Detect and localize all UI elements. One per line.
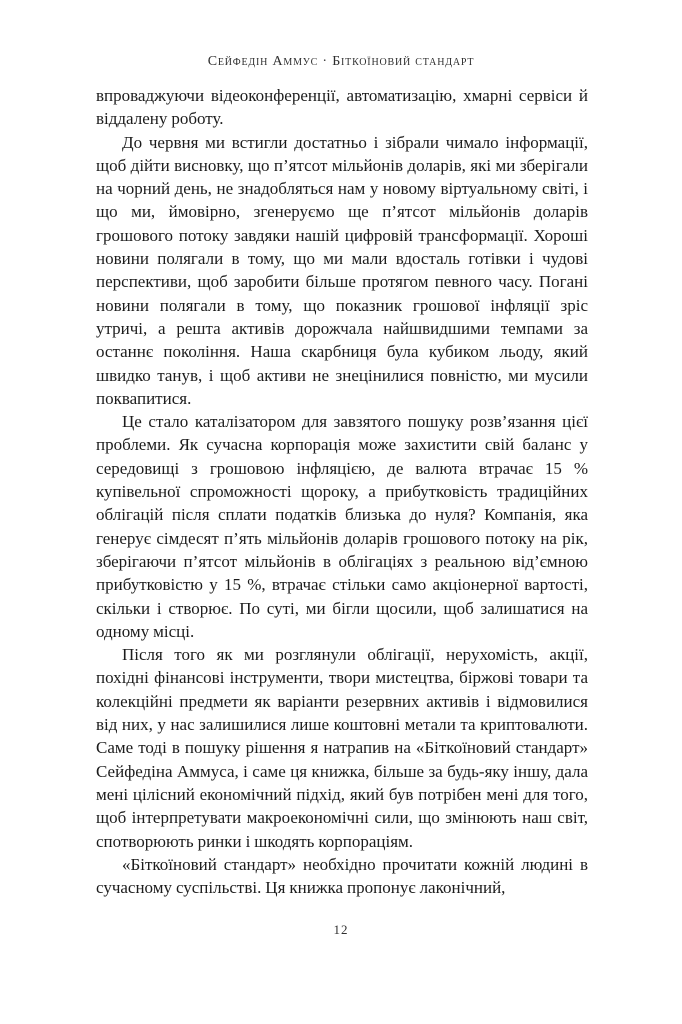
- paragraph: «Біткоїновий стандарт» необхідно прочитати кожній людині в сучасному суспільстві. Ця книжка пропонує лаконічний,: [96, 854, 588, 898]
- page-number: 12: [333, 922, 349, 937]
- paragraph: впроваджуючи відеоконференції, автоматизацію, хмарні сервіси й віддалену роботу.: [96, 86, 588, 129]
- paragraph: Після того як ми розглянули облігації, нерухомість, акції, похідні фінансові інструменти, твори мистецтва, біржові товари та колекційні предмети як варіанти резервних активів і відмовилися від них, у нас залишилися лише коштовні метали та криптовалюти. Саме тоді в пошуку рішення я натрапив на «Біткоїновий стандарт» Сейфедіна Аммуса, і саме ця книжка, більше за будь-яку іншу, дала мені цілісний економічний підхід, який був потрібен мені для того, щоб інтерпретувати макроекономічні сили, що змінюють наш світ, спотворюють ринки і шкодять корпораціям.: [96, 645, 588, 851]
- body-text: [96, 84, 588, 899]
- running-header: Сейфедін Аммус · Біткоїновий стандарт: [207, 54, 475, 69]
- paragraph: Це стало каталізатором для завзятого пошуку розв’язання цієї проблеми. Як сучасна корпорація може захистити свій баланс у середовищі з грошовою інфляцією, де валюта втрачає 15 % купівельної спроможності щороку, а прибутковість традиційних облігацій після сплати податків близька до нуля? Компанія, яка генерує сімдесят п’ять мільйонів доларів грошового потоку на рік, зберігаючи п’ятсот мільйонів в облігаціях з реальною від’ємною прибутковістю у 15 %, втрачає стільки само акціонерної вартості, скільки і створює. По суті, ми бігли щосили, щоб залишатися на одному місці.: [96, 412, 588, 641]
- paragraph: До червня ми встигли достатньо і зібрали чимало інформації, щоб дійти висновку, що п’ятсот мільйонів доларів, які ми зберігали на чорний день, не знадобляться нам у новому віртуальному світі, і що ми, ймовірно, згенеруємо ще п’ятсот мільйонів доларів грошового потоку завдяки нашій цифровій трансформації. Хороші новини полягали в тому, що ми мали вдосталь готівки і чудові перспективи, щоб заробити більше протягом певного часу. Погані новини полягали в тому, що показник грошової інфляції зріс утричі, а решта активів дорожчала найшвидшими темпами за останнє покоління. Наша скарбниця була кубиком льоду, який швидко танув, і щоб активи не знецінилися повністю, ми мусили поквапитися.: [96, 132, 588, 408]
